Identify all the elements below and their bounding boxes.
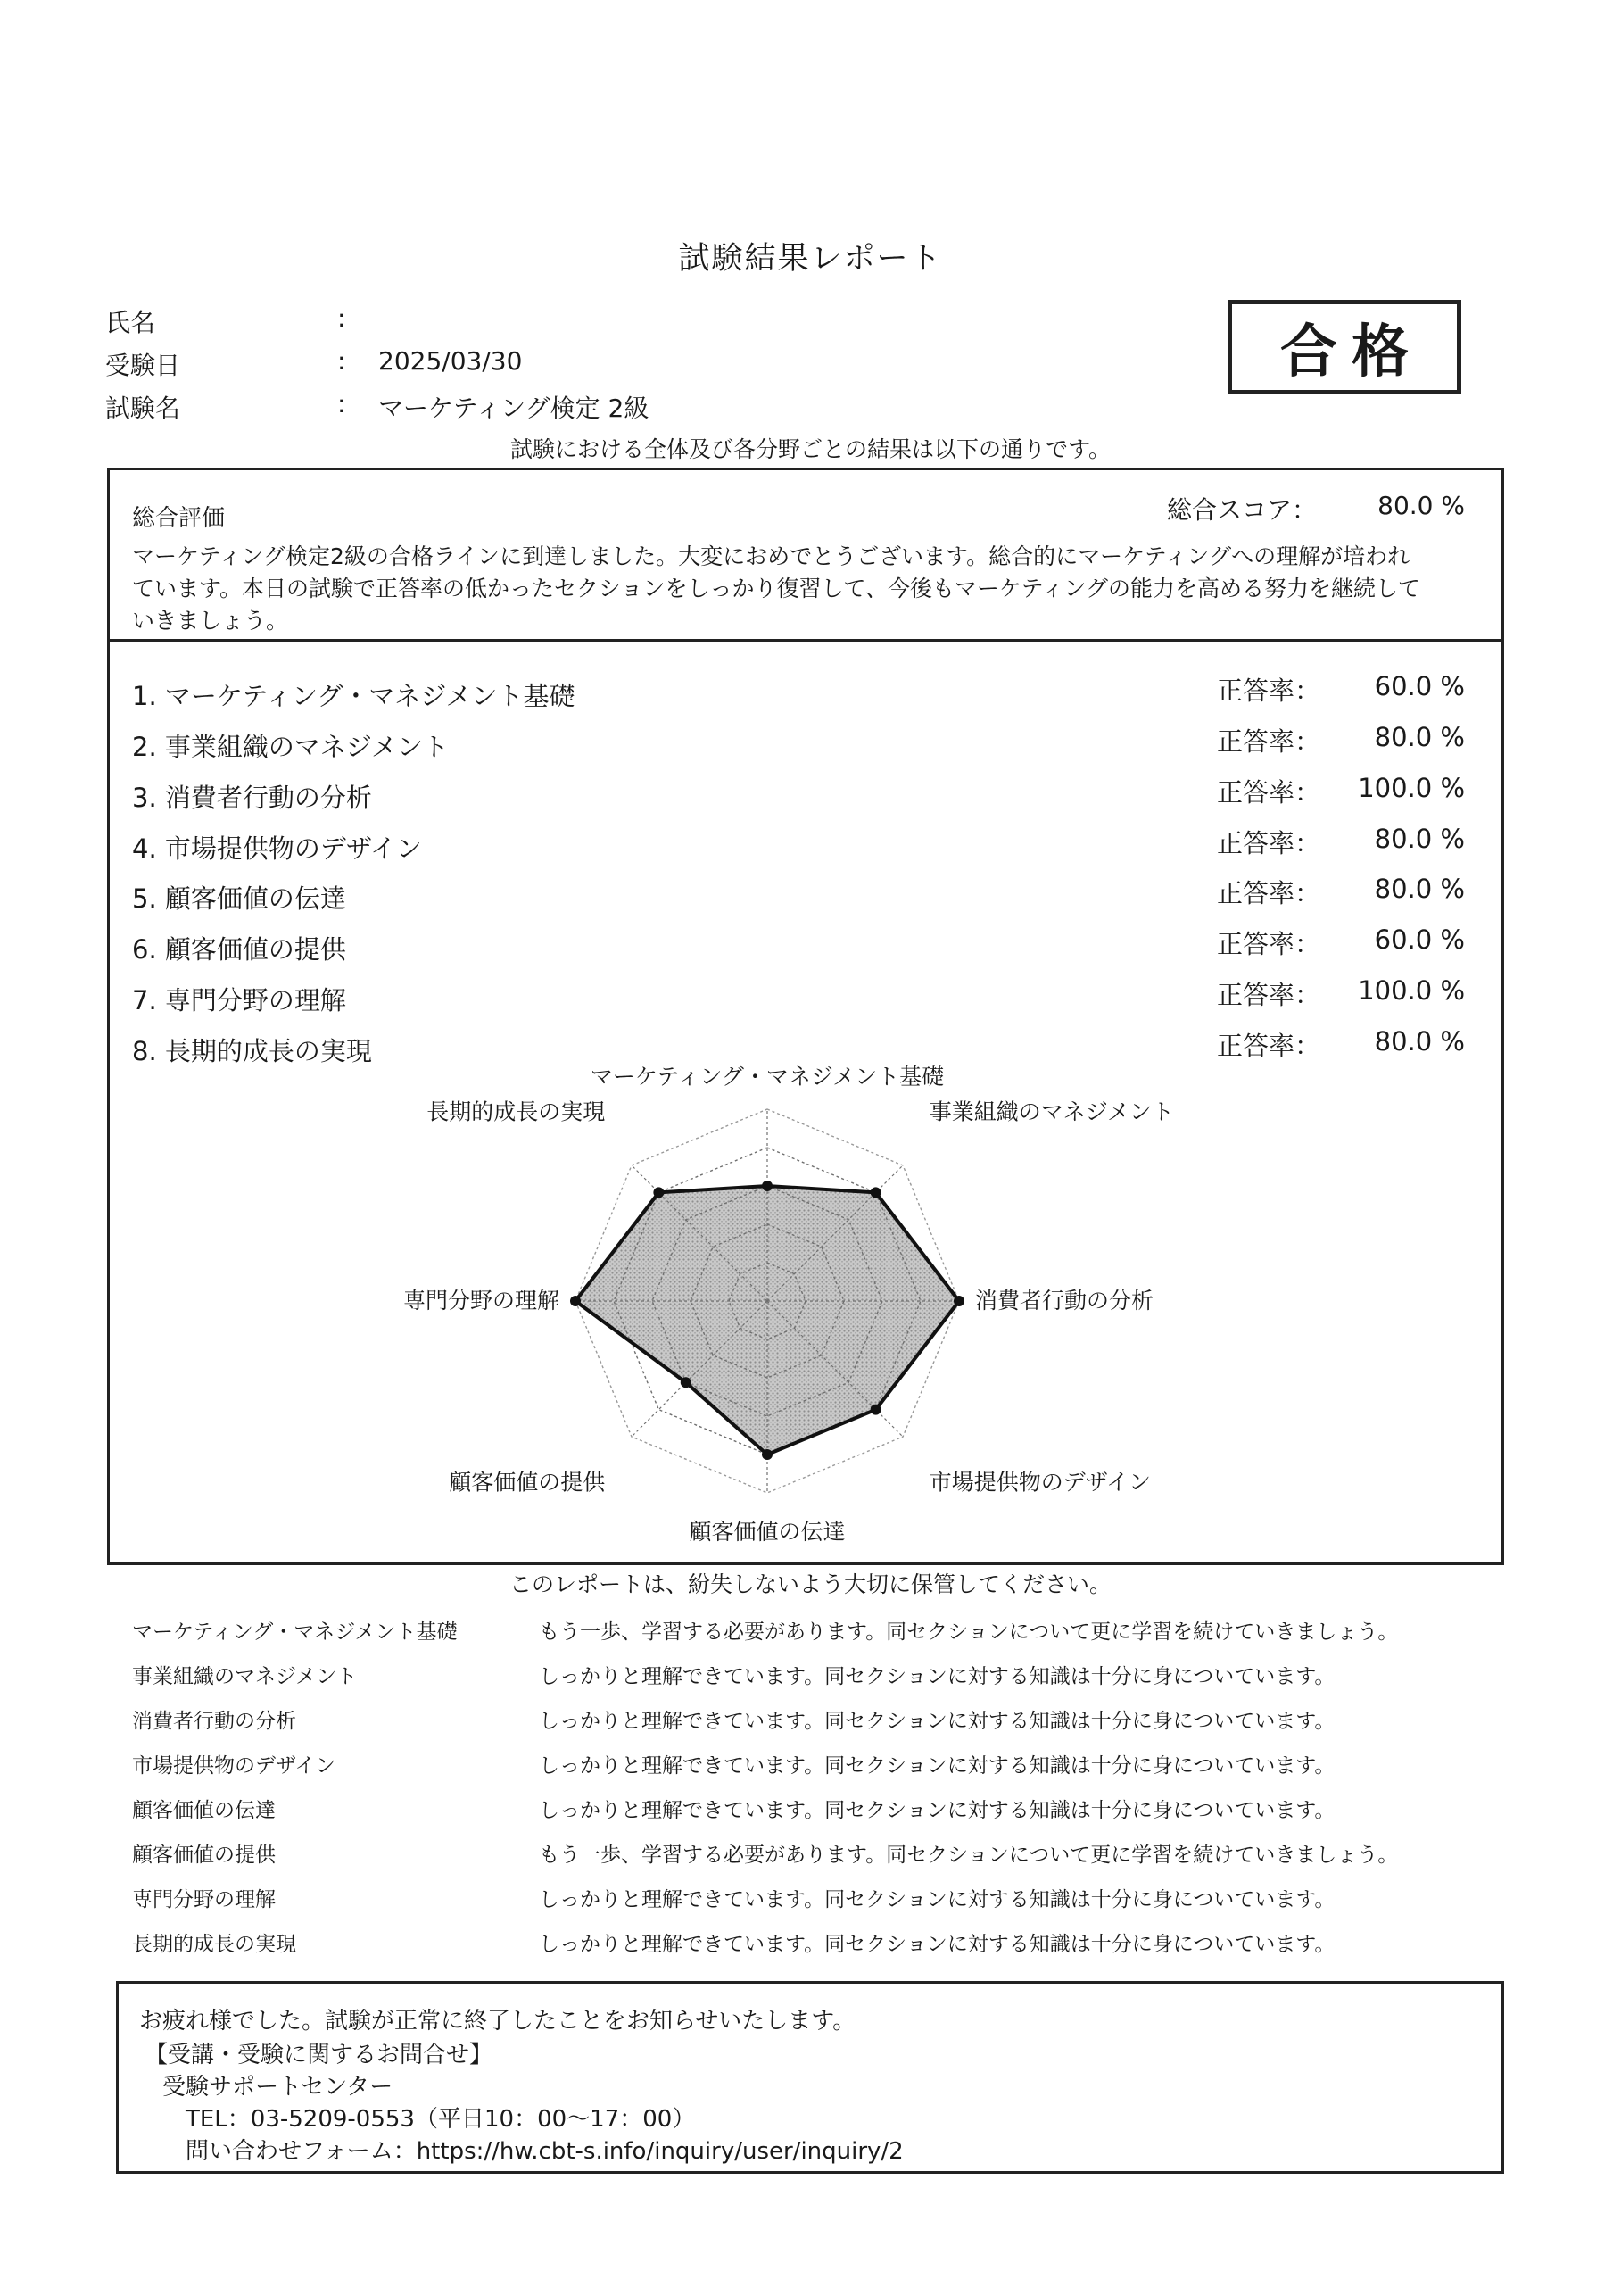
feedback-section: 事業組織のマネジメント [132, 1665, 358, 1688]
feedback-row [132, 1749, 1335, 1778]
feedback-row [132, 1704, 1335, 1734]
section-name: 4. 市場提供物のデザイン [132, 833, 422, 864]
rate-label: 正答率： [1217, 726, 1321, 757]
notice-text: このレポートは、紛失しないよう大切に保管してください。 [509, 1571, 1112, 1597]
comment-line: ています。本日の試験で正答率の低かったセクションをしっかり復習して、今後もマーケティングの能力を高める努力を継続して [132, 576, 1421, 601]
feedback-text: もう一歩、学習する必要があります。同セクションについて更に学習を続けていきましょう。 [539, 1620, 1399, 1644]
rate-label: 正答率： [1217, 777, 1321, 808]
rate-label: 正答率： [1217, 878, 1321, 908]
radar-point [570, 1296, 581, 1306]
radar-axis-label: 消費者行動の分析 [975, 1288, 1154, 1314]
rate-value: 80.0 % [1374, 722, 1465, 752]
footer-form-url: 問い合わせフォーム：https://hw.cbt-s.info/inquiry/user/inquiry/2 [186, 2138, 904, 2165]
feedback-text: もう一歩、学習する必要があります。同セクションについて更に学習を続けていきましょう。 [539, 1844, 1399, 1867]
rate-value: 80.0 % [1374, 1026, 1465, 1057]
info-row-date [105, 346, 522, 382]
section-row [132, 874, 1470, 915]
section-name: 2. 事業組織のマネジメント [132, 732, 450, 762]
rate-value: 80.0 % [1374, 824, 1465, 854]
footer-support-center: 受験サポートセンター [162, 2074, 393, 2101]
section-name: 8. 長期的成長の実現 [132, 1036, 372, 1066]
pass-stamp-text: 合格 [1280, 319, 1423, 385]
info-colon: : [337, 389, 346, 419]
info-value: マーケティング検定 2級 [378, 394, 649, 423]
radar-axis-label: 顧客価値の提供 [449, 1469, 606, 1496]
radar-point [762, 1181, 773, 1191]
radar-point [871, 1405, 881, 1415]
feedback-section: マーケティング・マネジメント基礎 [132, 1620, 458, 1644]
section-row [132, 671, 1470, 712]
rate-label: 正答率： [1217, 1031, 1321, 1061]
intro-text: 試験における全体及び各分野ごとの結果は以下の通りです。 [509, 436, 1111, 462]
info-value: 2025/03/30 [378, 346, 523, 376]
feedback-section: 専門分野の理解 [132, 1888, 276, 1911]
feedback-text: しっかりと理解できています。同セクションに対する知識は十分に身についています。 [539, 1754, 1336, 1778]
feedback-text: しっかりと理解できています。同セクションに対する知識は十分に身についています。 [539, 1888, 1336, 1911]
feedback-section: 長期的成長の実現 [132, 1933, 296, 1956]
radar-point [653, 1187, 664, 1198]
rate-value: 60.0 % [1374, 924, 1465, 955]
info-row-exam [105, 389, 649, 425]
overall-heading: 総合評価 [132, 505, 226, 532]
section-name: 7. 専門分野の理解 [132, 985, 346, 1015]
rate-label: 正答率： [1217, 929, 1321, 959]
section-name: 6. 顧客価値の提供 [132, 934, 346, 965]
comment-line: いきましょう。 [132, 608, 289, 634]
report-title: 試験結果レポート [678, 241, 943, 277]
rate-value: 100.0 % [1358, 773, 1465, 803]
rate-label: 正答率： [1217, 676, 1321, 706]
feedback-section: 市場提供物のデザイン [132, 1754, 336, 1778]
rate-value: 60.0 % [1374, 671, 1465, 701]
radar-point [871, 1187, 881, 1198]
rate-value: 100.0 % [1358, 975, 1465, 1006]
radar-axis-label: マーケティング・マネジメント基礎 [590, 1064, 945, 1090]
rate-label: 正答率： [1217, 828, 1321, 858]
feedback-section: 消費者行動の分析 [132, 1710, 296, 1733]
section-row [132, 722, 1470, 763]
feedback-text: しっかりと理解できています。同セクションに対する知識は十分に身についています。 [539, 1933, 1336, 1956]
section-row [132, 975, 1470, 1016]
radar-point [954, 1296, 964, 1306]
overall-comment [132, 541, 1477, 637]
section-row [132, 773, 1470, 814]
feedback-text: しっかりと理解できています。同セクションに対する知識は十分に身についています。 [539, 1799, 1336, 1822]
rate-label: 正答率： [1217, 980, 1321, 1010]
feedback-row [132, 1883, 1335, 1912]
feedback-row [132, 1660, 1335, 1689]
pass-stamp [1228, 300, 1461, 394]
radar-grid [575, 1109, 959, 1493]
feedback-row [132, 1615, 1398, 1645]
footer-message: お疲れ様でした。試験が正常に終了したことをお知らせいたします。 [139, 2008, 856, 2035]
info-label: 氏名 [105, 308, 156, 337]
info-label: 受験日 [105, 351, 181, 380]
info-row-name [105, 303, 378, 339]
feedback-row [132, 1927, 1335, 1957]
info-colon: : [337, 346, 346, 376]
section-name: 1. マーケティング・マネジメント基礎 [132, 681, 575, 711]
feedback-text: しっかりと理解できています。同セクションに対する知識は十分に身についています。 [539, 1710, 1336, 1733]
radar-point [681, 1377, 691, 1388]
comment-line: マーケティング検定2級の合格ラインに到達しました。大変におめでとうございます。総合的にマーケティングへの理解が培われ [132, 543, 1410, 569]
footer-inquiry-heading: 【受講・受験に関するお問合せ】 [145, 2042, 493, 2068]
feedback-section: 顧客価値の提供 [132, 1844, 276, 1867]
radar-axis-label: 専門分野の理解 [402, 1288, 559, 1314]
section-divider [109, 639, 1502, 642]
info-colon: : [337, 303, 346, 333]
radar-chart [357, 1062, 1249, 1553]
section-row [132, 924, 1470, 966]
feedback-section: 顧客価値の伝達 [132, 1799, 276, 1822]
overall-score-value: 80.0 % [1377, 491, 1465, 520]
section-name: 3. 消費者行動の分析 [132, 783, 372, 813]
rate-value: 80.0 % [1374, 874, 1465, 904]
radar-point [762, 1449, 773, 1460]
radar-axis-label: 顧客価値の伝達 [689, 1519, 846, 1545]
radar-axis-label: 長期的成長の実現 [426, 1098, 606, 1125]
section-name: 5. 顧客価値の伝達 [132, 883, 346, 914]
radar-axis-label: 事業組織のマネジメント [929, 1098, 1174, 1125]
info-label: 試験名 [105, 394, 181, 423]
feedback-row [132, 1794, 1335, 1823]
section-row [132, 824, 1470, 865]
footer-phone: TEL：03-5209-0553（平日10：00〜17：00） [186, 2106, 696, 2133]
radar-axis-label: 市場提供物のデザイン [929, 1469, 1151, 1496]
feedback-text: しっかりと理解できています。同セクションに対する知識は十分に身についています。 [539, 1665, 1336, 1688]
feedback-row [132, 1838, 1398, 1868]
overall-score-label: 総合スコア： [1167, 495, 1318, 525]
